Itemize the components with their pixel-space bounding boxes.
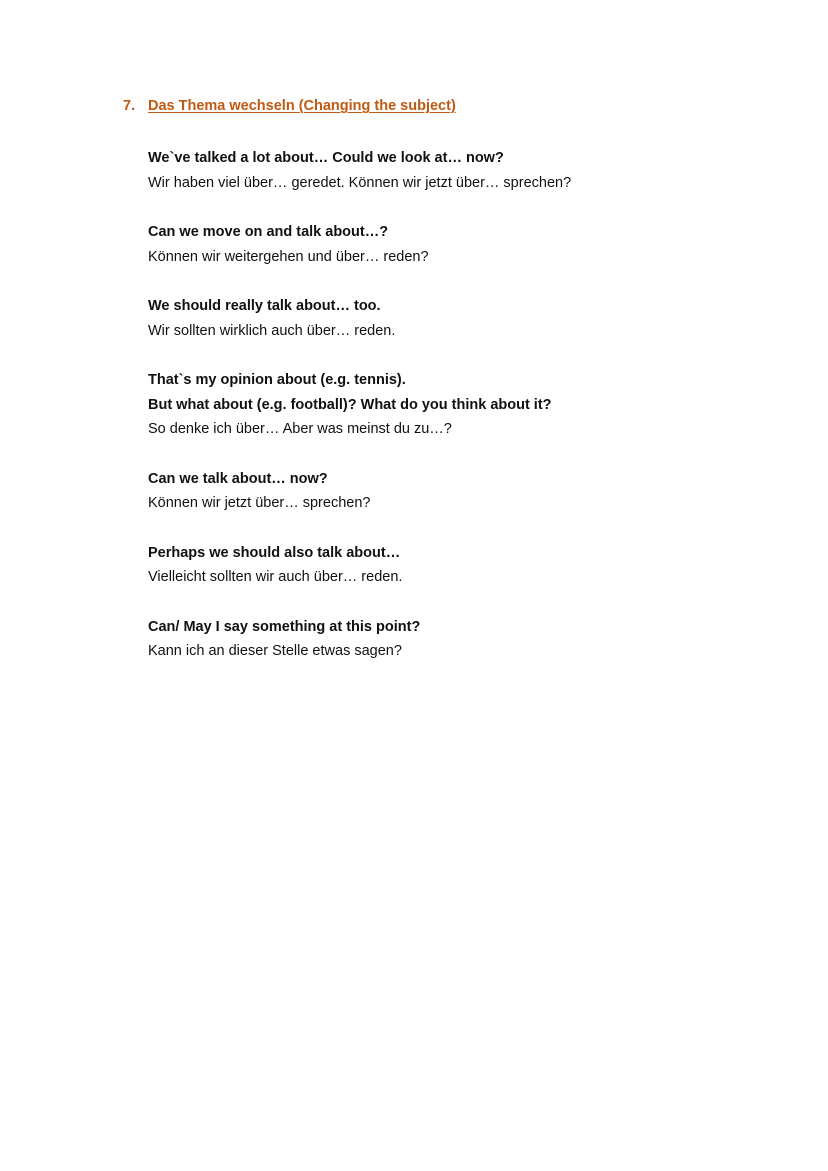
english-phrase: Can/ May I say something at this point? <box>148 618 421 635</box>
section-heading <box>123 98 456 114</box>
section-title: Das Thema wechseln (Changing the subject) <box>148 98 456 114</box>
section-number: 7. <box>123 98 136 114</box>
german-translation: Können wir weitergehen und über… reden? <box>148 248 429 265</box>
german-translation: So denke ich über… Aber was meinst du zu…? <box>148 421 452 437</box>
german-translation: Vielleicht sollten wir auch über… reden. <box>148 569 403 585</box>
english-phrase: That`s my opinion about (e.g. tennis). <box>148 372 406 388</box>
english-phrase: But what about (e.g. football)? What do you think about it? <box>148 396 552 413</box>
phrase-list <box>148 146 788 689</box>
phrase-item <box>148 294 788 343</box>
phrase-item <box>148 368 788 442</box>
phrase-item <box>148 467 788 516</box>
german-translation: Können wir jetzt über… sprechen? <box>148 495 371 511</box>
german-translation: Kann ich an dieser Stelle etwas sagen? <box>148 643 402 659</box>
phrase-item <box>148 146 788 195</box>
german-translation: Wir sollten wirklich auch über… reden. <box>148 322 396 339</box>
phrase-item <box>148 220 788 269</box>
german-translation: Wir haben viel über… geredet. Können wir jetzt über… sprechen? <box>148 174 572 191</box>
english-phrase: Perhaps we should also talk about… <box>148 544 401 561</box>
phrase-item <box>148 615 788 664</box>
english-phrase: We`ve talked a lot about… Could we look at… now? <box>148 150 504 166</box>
english-phrase: Can we move on and talk about…? <box>148 224 389 240</box>
english-phrase: Can we talk about… now? <box>148 470 328 487</box>
phrase-item <box>148 541 788 590</box>
english-phrase: We should really talk about… too. <box>148 298 381 314</box>
